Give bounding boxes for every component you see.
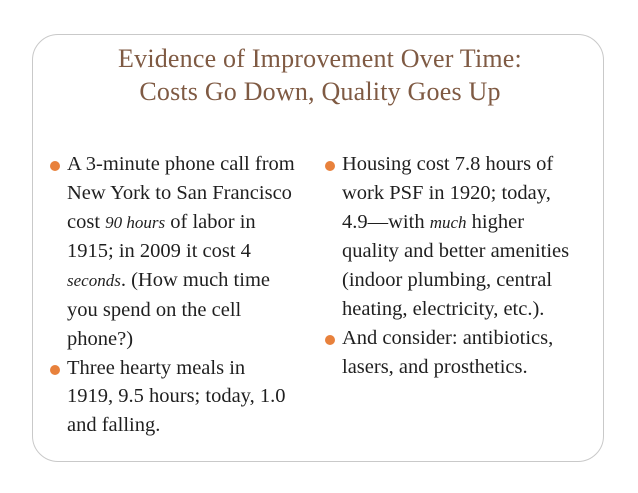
text-line: phone?) bbox=[67, 327, 134, 350]
text-line: A 3-minute phone call from bbox=[67, 153, 295, 175]
text-line: New York to San Francisco bbox=[67, 181, 292, 204]
right-column bbox=[325, 150, 590, 381]
text-line bbox=[67, 208, 320, 238]
title-line-2: Costs Go Down, Quality Goes Up bbox=[139, 77, 501, 106]
text-span: of labor in bbox=[165, 210, 256, 233]
bullet-item-housing bbox=[325, 150, 590, 324]
bullet-icon bbox=[50, 161, 60, 171]
text-line: (indoor plumbing, central bbox=[342, 269, 553, 292]
text-line: Three hearty meals in bbox=[67, 356, 246, 379]
title-line-1: Evidence of Improvement Over Time: bbox=[118, 44, 522, 73]
text-line bbox=[67, 266, 320, 296]
bullet-item-consider bbox=[325, 324, 590, 382]
slide-title bbox=[60, 42, 580, 108]
emphasis-text: 90 hours bbox=[105, 212, 166, 232]
text-line: 1915; in 2009 it cost 4 bbox=[67, 240, 251, 263]
text-span: higher bbox=[466, 210, 525, 233]
bullet-icon bbox=[325, 335, 335, 345]
bullet-icon bbox=[50, 365, 60, 375]
text-line: lasers, and prosthetics. bbox=[342, 355, 528, 378]
text-line: heating, electricity, etc.). bbox=[342, 297, 545, 320]
bullet-item-meals bbox=[50, 354, 320, 440]
text-line: Housing cost 7.8 hours of bbox=[342, 153, 554, 175]
text-line: quality and better amenities bbox=[342, 240, 570, 263]
bullet-item-phone-call bbox=[50, 150, 320, 354]
text-span: 4.9—with bbox=[342, 210, 430, 233]
text-line: work PSF in 1920; today, bbox=[342, 181, 551, 204]
text-line: And consider: antibiotics, bbox=[342, 326, 554, 349]
emphasis-text: much bbox=[429, 212, 467, 232]
text-line: and falling. bbox=[67, 414, 161, 437]
text-span: cost bbox=[67, 210, 106, 233]
text-span: . (How much time bbox=[120, 269, 270, 292]
text-line bbox=[342, 208, 590, 238]
bullet-icon bbox=[325, 161, 335, 171]
text-line: you spend on the cell bbox=[67, 298, 242, 321]
text-line: 1919, 9.5 hours; today, 1.0 bbox=[67, 385, 286, 408]
left-column bbox=[50, 150, 320, 440]
emphasis-text: seconds bbox=[67, 271, 121, 291]
